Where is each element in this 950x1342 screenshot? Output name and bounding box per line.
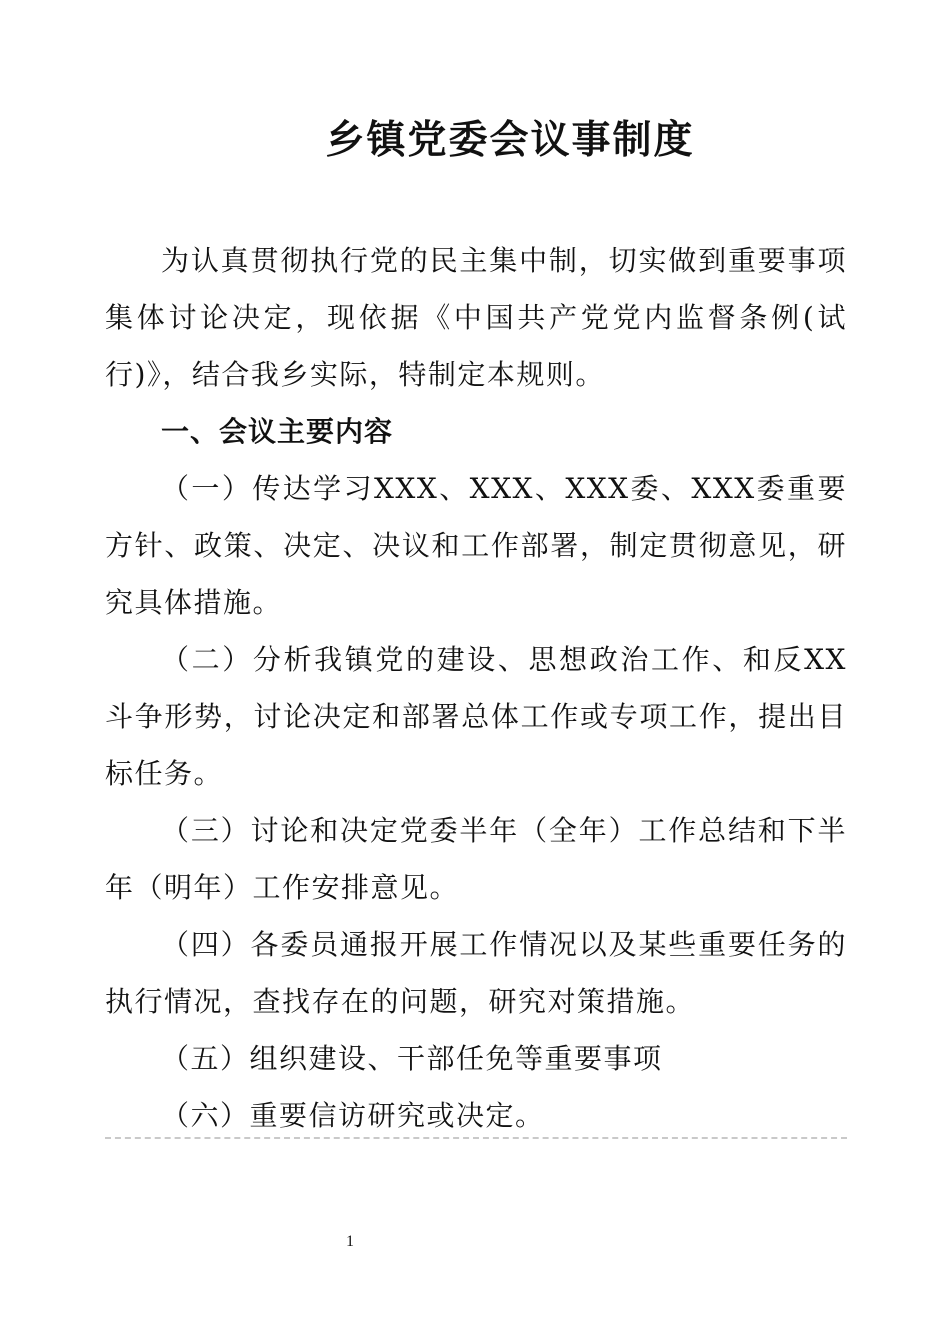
item-paragraph-6: （六）重要信访研究或决定。 xyxy=(161,1099,545,1132)
item-paragraph-3: （三）讨论和决定党委半年（全年）工作总结和下半年（明年）工作安排意见。 xyxy=(105,814,847,904)
page-number: 1 xyxy=(346,1233,354,1250)
footer-divider xyxy=(105,1137,847,1139)
item-paragraph-5: （五）组织建设、干部任免等重要事项 xyxy=(161,1042,663,1075)
section-heading: 一、会议主要内容 xyxy=(161,415,394,448)
intro-paragraph: 为认真贯彻执行党的民主集中制，切实做到重要事项集体讨论决定，现依据《中国共产党党内监督条例(试行)》，结合我乡实际，特制定本规则。 xyxy=(105,244,847,391)
document-body xyxy=(105,232,847,1144)
item-paragraph-2: （二）分析我镇党的建设、思想政治工作、和反XX斗争形势，讨论决定和部署总体工作或专项工作，提出目标任务。 xyxy=(105,643,847,790)
item-paragraph-1: （一）传达学习XXX、XXX、XXX委、XXX委重要方针、政策、决定、决议和工作部署，制定贯彻意见，研究具体措施。 xyxy=(105,472,847,619)
item-paragraph-4: （四）各委员通报开展工作情况以及某些重要任务的执行情况，查找存在的问题，研究对策措施。 xyxy=(105,928,847,1018)
page-title: 乡镇党委会议事制度 xyxy=(325,117,695,163)
